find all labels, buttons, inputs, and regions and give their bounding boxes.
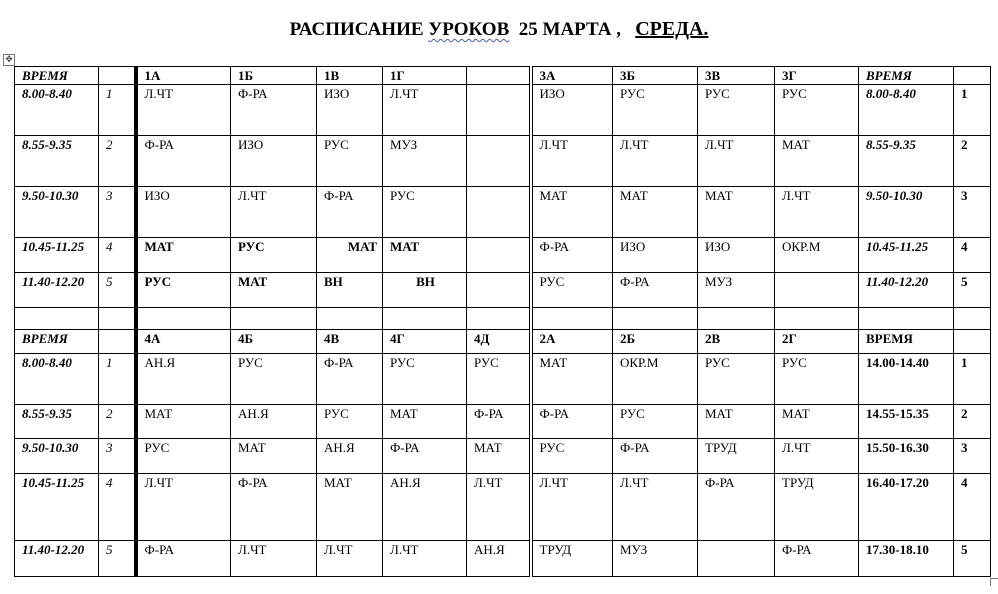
empty-cell <box>698 308 775 330</box>
empty-cell <box>317 308 383 330</box>
title-word-lessons: УРОКОВ <box>428 19 510 40</box>
subject-cell: Л.ЧТ <box>613 474 698 541</box>
lesson-number: 5 <box>99 273 136 308</box>
subject-cell: ИЗО <box>531 85 613 136</box>
subject-cell: АН.Я <box>136 354 231 405</box>
empty-cell <box>613 308 698 330</box>
empty-cell <box>15 308 99 330</box>
subject-cell: Ф-РА <box>467 405 531 439</box>
time-cell: 8.55-9.35 <box>15 136 99 187</box>
subject-cell: Л.ЧТ <box>775 187 859 238</box>
empty-cell <box>383 308 467 330</box>
subject-cell: РУС <box>231 354 317 405</box>
subject-cell <box>698 541 775 577</box>
subject-cell: ВН <box>383 273 467 308</box>
subject-cell: РУС <box>531 439 613 474</box>
subject-cell: МАТ <box>317 474 383 541</box>
subject-cell: ТРУД <box>698 439 775 474</box>
subject-cell: ИЗО <box>231 136 317 187</box>
empty-cell <box>136 308 231 330</box>
subject-cell: Ф-РА <box>231 85 317 136</box>
subject-cell <box>467 238 531 273</box>
lesson-number: 5 <box>99 541 136 577</box>
time-cell-right: 14.00-14.40 <box>859 354 954 405</box>
empty-cell <box>775 308 859 330</box>
subject-cell: Ф-РА <box>383 439 467 474</box>
lesson-number-right: 5 <box>954 541 991 577</box>
lesson-number-right: 1 <box>954 85 991 136</box>
subject-cell: РУС <box>613 85 698 136</box>
subject-cell: ИЗО <box>136 187 231 238</box>
subject-cell: Л.ЧТ <box>231 541 317 577</box>
empty-cell <box>467 308 531 330</box>
subject-cell: МАТ <box>136 238 231 273</box>
subject-cell: МАТ <box>383 238 467 273</box>
header-cell: 2Б <box>613 330 698 354</box>
time-cell: 11.40-12.20 <box>15 541 99 577</box>
page-title <box>0 18 998 41</box>
header-cell: ВРЕМЯ <box>15 67 99 85</box>
subject-cell: Л.ЧТ <box>231 187 317 238</box>
subject-cell <box>467 187 531 238</box>
subject-cell: ТРУД <box>531 541 613 577</box>
subject-cell: РУС <box>383 187 467 238</box>
subject-cell: МАТ <box>531 187 613 238</box>
table-row <box>15 238 991 273</box>
time-cell: 11.40-12.20 <box>15 273 99 308</box>
lesson-number: 1 <box>99 354 136 405</box>
header-cell <box>99 330 136 354</box>
subject-cell: ИЗО <box>613 238 698 273</box>
subject-cell: Ф-РА <box>136 136 231 187</box>
header-cell: 1Б <box>231 67 317 85</box>
lesson-number-right: 3 <box>954 187 991 238</box>
lesson-number-right: 5 <box>954 273 991 308</box>
lesson-number-right: 2 <box>954 405 991 439</box>
time-cell: 10.45-11.25 <box>15 238 99 273</box>
table-row <box>15 405 991 439</box>
header-cell: 4А <box>136 330 231 354</box>
time-cell-right: 9.50-10.30 <box>859 187 954 238</box>
subject-cell: РУС <box>317 136 383 187</box>
subject-cell: Ф-РА <box>531 405 613 439</box>
table-row <box>15 136 991 187</box>
subject-cell: ТРУД <box>775 474 859 541</box>
empty-cell <box>859 308 954 330</box>
lesson-number: 2 <box>99 136 136 187</box>
subject-cell: ОКР.М <box>613 354 698 405</box>
subject-cell: МАТ <box>317 238 383 273</box>
subject-cell: АН.Я <box>383 474 467 541</box>
subject-cell: Л.ЧТ <box>613 136 698 187</box>
subject-cell: МУЗ <box>383 136 467 187</box>
subject-cell: Л.ЧТ <box>136 474 231 541</box>
subject-cell: Ф-РА <box>136 541 231 577</box>
header-cell: 2В <box>698 330 775 354</box>
subject-cell: Л.ЧТ <box>531 474 613 541</box>
lesson-number-right: 1 <box>954 354 991 405</box>
subject-cell: Л.ЧТ <box>383 85 467 136</box>
table-row <box>15 541 991 577</box>
table-row <box>15 85 991 136</box>
subject-cell: РУС <box>613 405 698 439</box>
subject-cell: МАТ <box>613 187 698 238</box>
time-cell: 10.45-11.25 <box>15 474 99 541</box>
table-row <box>15 439 991 474</box>
subject-cell: АН.Я <box>317 439 383 474</box>
subject-cell: РУС <box>698 354 775 405</box>
header-cell: 3А <box>531 67 613 85</box>
schedule-body <box>15 67 991 577</box>
empty-cell <box>954 308 991 330</box>
subject-cell: Л.ЧТ <box>467 474 531 541</box>
header-cell: 1Г <box>383 67 467 85</box>
table-row <box>15 474 991 541</box>
header-cell: 3Б <box>613 67 698 85</box>
spacer-row <box>15 308 991 330</box>
header-cell: 3Г <box>775 67 859 85</box>
subject-cell: РУС <box>136 439 231 474</box>
title-main: РАСПИСАНИЕ <box>289 19 424 40</box>
lesson-number-right: 4 <box>954 474 991 541</box>
subject-cell: РУС <box>775 85 859 136</box>
subject-cell: АН.Я <box>231 405 317 439</box>
subject-cell: Ф-РА <box>775 541 859 577</box>
empty-cell <box>531 308 613 330</box>
subject-cell: Ф-РА <box>613 439 698 474</box>
title-day: СРЕДА. <box>635 18 709 40</box>
lesson-number: 1 <box>99 85 136 136</box>
subject-cell: РУС <box>317 405 383 439</box>
subject-cell: МАТ <box>775 405 859 439</box>
time-cell: 9.50-10.30 <box>15 187 99 238</box>
subject-cell: МАТ <box>775 136 859 187</box>
subject-cell: РУС <box>775 354 859 405</box>
header-row-top <box>15 67 991 85</box>
table-row <box>15 273 991 308</box>
time-cell: 8.00-8.40 <box>15 354 99 405</box>
header-cell: ВРЕМЯ <box>859 67 954 85</box>
time-cell: 8.55-9.35 <box>15 405 99 439</box>
subject-cell: Л.ЧТ <box>383 541 467 577</box>
schedule-table <box>14 66 991 577</box>
subject-cell <box>775 273 859 308</box>
subject-cell: Л.ЧТ <box>317 541 383 577</box>
subject-cell: МУЗ <box>613 541 698 577</box>
header-cell <box>467 67 531 85</box>
time-cell: 8.00-8.40 <box>15 85 99 136</box>
time-cell-right: 16.40-17.20 <box>859 474 954 541</box>
lesson-number-right: 3 <box>954 439 991 474</box>
move-handle-icon[interactable]: ✥ <box>3 54 15 66</box>
empty-cell <box>99 308 136 330</box>
time-cell-right: 14.55-15.35 <box>859 405 954 439</box>
time-cell-right: 10.45-11.25 <box>859 238 954 273</box>
header-cell: 4Б <box>231 330 317 354</box>
time-cell-right: 17.30-18.10 <box>859 541 954 577</box>
subject-cell: РУС <box>383 354 467 405</box>
subject-cell: Ф-РА <box>317 354 383 405</box>
header-cell: 4В <box>317 330 383 354</box>
header-cell: 4Г <box>383 330 467 354</box>
subject-cell <box>467 136 531 187</box>
subject-cell: МАТ <box>698 405 775 439</box>
subject-cell <box>467 273 531 308</box>
subject-cell: МАТ <box>698 187 775 238</box>
lesson-number: 2 <box>99 405 136 439</box>
lesson-number-right: 4 <box>954 238 991 273</box>
header-cell: 1В <box>317 67 383 85</box>
header-cell: 1А <box>136 67 231 85</box>
time-cell-right: 15.50-16.30 <box>859 439 954 474</box>
subject-cell: РУС <box>231 238 317 273</box>
header-cell: 2А <box>531 330 613 354</box>
time-cell-right: 11.40-12.20 <box>859 273 954 308</box>
header-cell <box>99 67 136 85</box>
header-cell: 4Д <box>467 330 531 354</box>
header-cell <box>954 67 991 85</box>
subject-cell: Л.ЧТ <box>531 136 613 187</box>
resize-corner-icon[interactable] <box>990 578 998 586</box>
subject-cell: МУЗ <box>698 273 775 308</box>
time-cell-right: 8.00-8.40 <box>859 85 954 136</box>
header-cell <box>954 330 991 354</box>
subject-cell: МАТ <box>231 273 317 308</box>
lesson-number: 3 <box>99 439 136 474</box>
table-row <box>15 187 991 238</box>
subject-cell: РУС <box>531 273 613 308</box>
subject-cell: АН.Я <box>467 541 531 577</box>
subject-cell <box>467 85 531 136</box>
subject-cell: МАТ <box>136 405 231 439</box>
subject-cell: РУС <box>467 354 531 405</box>
header-cell: ВРЕМЯ <box>15 330 99 354</box>
subject-cell: МАТ <box>383 405 467 439</box>
header-row-bottom <box>15 330 991 354</box>
time-cell: 9.50-10.30 <box>15 439 99 474</box>
title-date: 25 МАРТА , <box>518 19 621 40</box>
subject-cell: ВН <box>317 273 383 308</box>
header-cell: 3В <box>698 67 775 85</box>
subject-cell: Л.ЧТ <box>775 439 859 474</box>
subject-cell: ОКР.М <box>775 238 859 273</box>
table-row <box>15 354 991 405</box>
subject-cell: Ф-РА <box>531 238 613 273</box>
time-cell-right: 8.55-9.35 <box>859 136 954 187</box>
subject-cell: Ф-РА <box>231 474 317 541</box>
subject-cell: Л.ЧТ <box>698 136 775 187</box>
lesson-number: 4 <box>99 238 136 273</box>
empty-cell <box>231 308 317 330</box>
subject-cell: РУС <box>698 85 775 136</box>
subject-cell: МАТ <box>231 439 317 474</box>
header-cell: ВРЕМЯ <box>859 330 954 354</box>
subject-cell: МАТ <box>531 354 613 405</box>
lesson-number-right: 2 <box>954 136 991 187</box>
subject-cell: Ф-РА <box>317 187 383 238</box>
subject-cell: ИЗО <box>698 238 775 273</box>
subject-cell: Ф-РА <box>698 474 775 541</box>
lesson-number: 4 <box>99 474 136 541</box>
subject-cell: РУС <box>136 273 231 308</box>
header-cell: 2Г <box>775 330 859 354</box>
subject-cell: Ф-РА <box>613 273 698 308</box>
subject-cell: МАТ <box>467 439 531 474</box>
subject-cell: Л.ЧТ <box>136 85 231 136</box>
subject-cell: ИЗО <box>317 85 383 136</box>
lesson-number: 3 <box>99 187 136 238</box>
